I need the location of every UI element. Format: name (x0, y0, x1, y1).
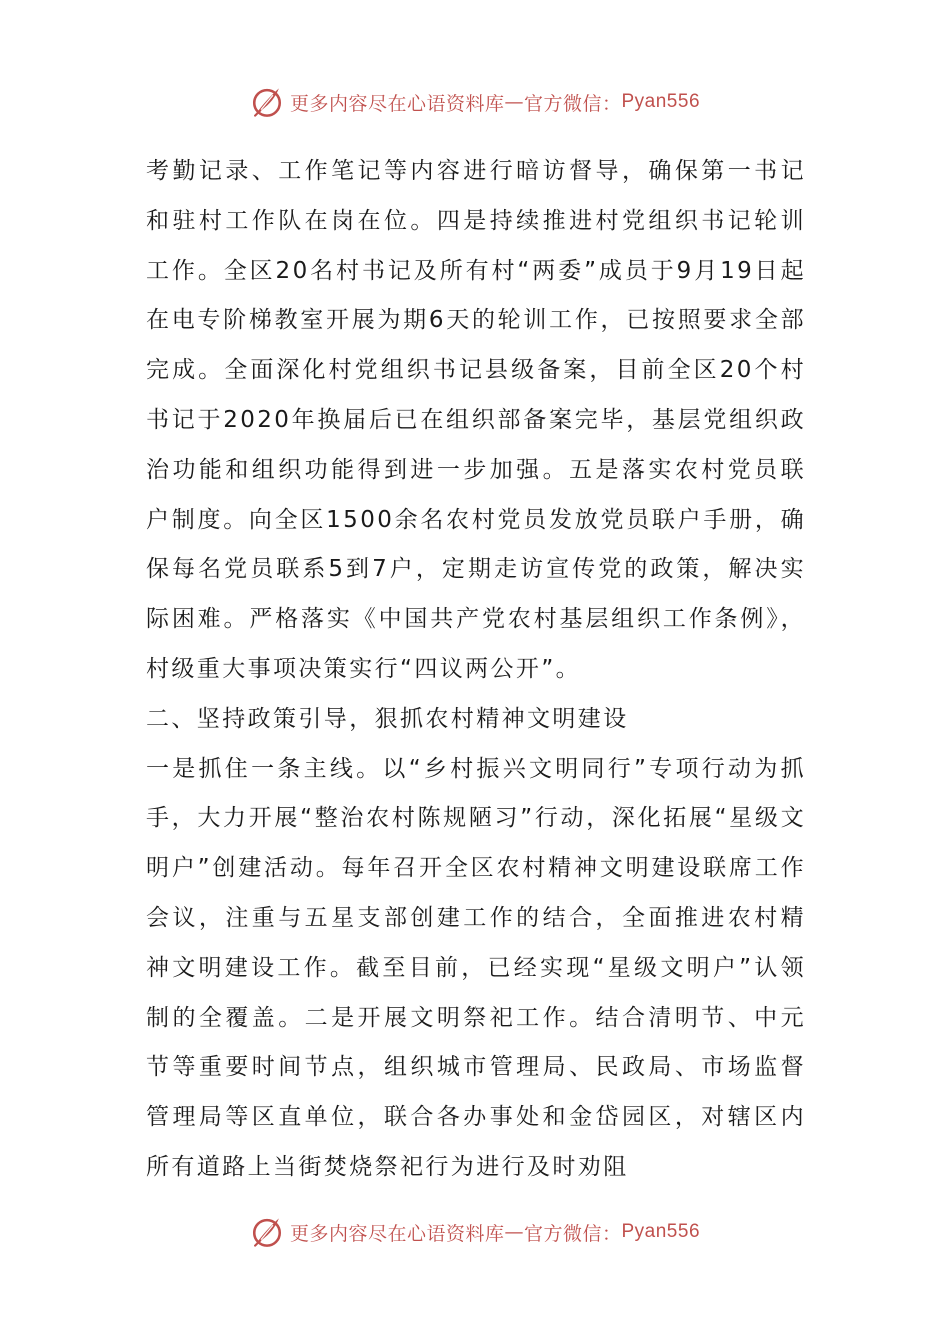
watermark-official-label: 官方微信： (523, 92, 622, 115)
watermark-dash: — (504, 1221, 524, 1243)
paragraph-party-organization: 考勤记录、工作笔记等内容进行暗访督导，确保第一书记和驻村工作队在岗在位。四是持续推进村党组织书记轮训工作。全区20名村书记及所有村“两委”成员于9月19日起在电专阶梯教室开展为期6天的轮训工作，已按照要求全部完成。全面深化村党组织书记县级备案，目前全区20个村书记于2020年换届后已在组织部备案完毕，基层党组织政治功能和组织功能得到进一步加强。五是落实农村党员联户制度。向全区1500余名农村党员发放党员联户手册，确保每名党员联系5到7户，定期走访宣传党的政策，解决实际困难。严格落实《中国共产党农村基层组织工作条例》，村级重大事项决策实行“四议两公开”。 (146, 158, 806, 682)
watermark-dash: — (504, 91, 524, 113)
quill-pen-logo-icon (250, 1215, 284, 1249)
watermark-official-label: 官方微信： (523, 1222, 622, 1245)
quill-pen-logo-icon (250, 85, 284, 119)
section-heading-spiritual-civilization: 二、坚持政策引导，狠抓农村精神文明建设 (146, 705, 629, 732)
document-body (146, 147, 806, 1193)
watermark-account: Pyan556 (621, 91, 701, 112)
watermark-account: Pyan556 (621, 1221, 701, 1242)
header-watermark (0, 84, 950, 120)
watermark-brand: 更多内容尽在心语资料库 (289, 1222, 505, 1245)
watermark-brand: 更多内容尽在心语资料库 (289, 92, 505, 115)
paragraph-spiritual-civilization: 一是抓住一条主线。以“乡村振兴文明同行”专项行动为抓手，大力开展“整治农村陈规陋习”行动，深化拓展“星级文明户”创建活动。每年召开全区农村精神文明建设联席工作会议，注重与五星支部创建工作的结合，全面推进农村精神文明建设工作。截至目前，已经实现“星级文明户”认领制的全覆盖。二是开展文明祭祀工作。结合清明节、中元节等重要时间节点，组织城市管理局、民政局、市场监督管理局等区直单位，联合各办事处和金岱园区，对辖区内所有道路上当街焚烧祭祀行为进行及时劝阻 (146, 755, 806, 1180)
footer-watermark (0, 1214, 950, 1250)
